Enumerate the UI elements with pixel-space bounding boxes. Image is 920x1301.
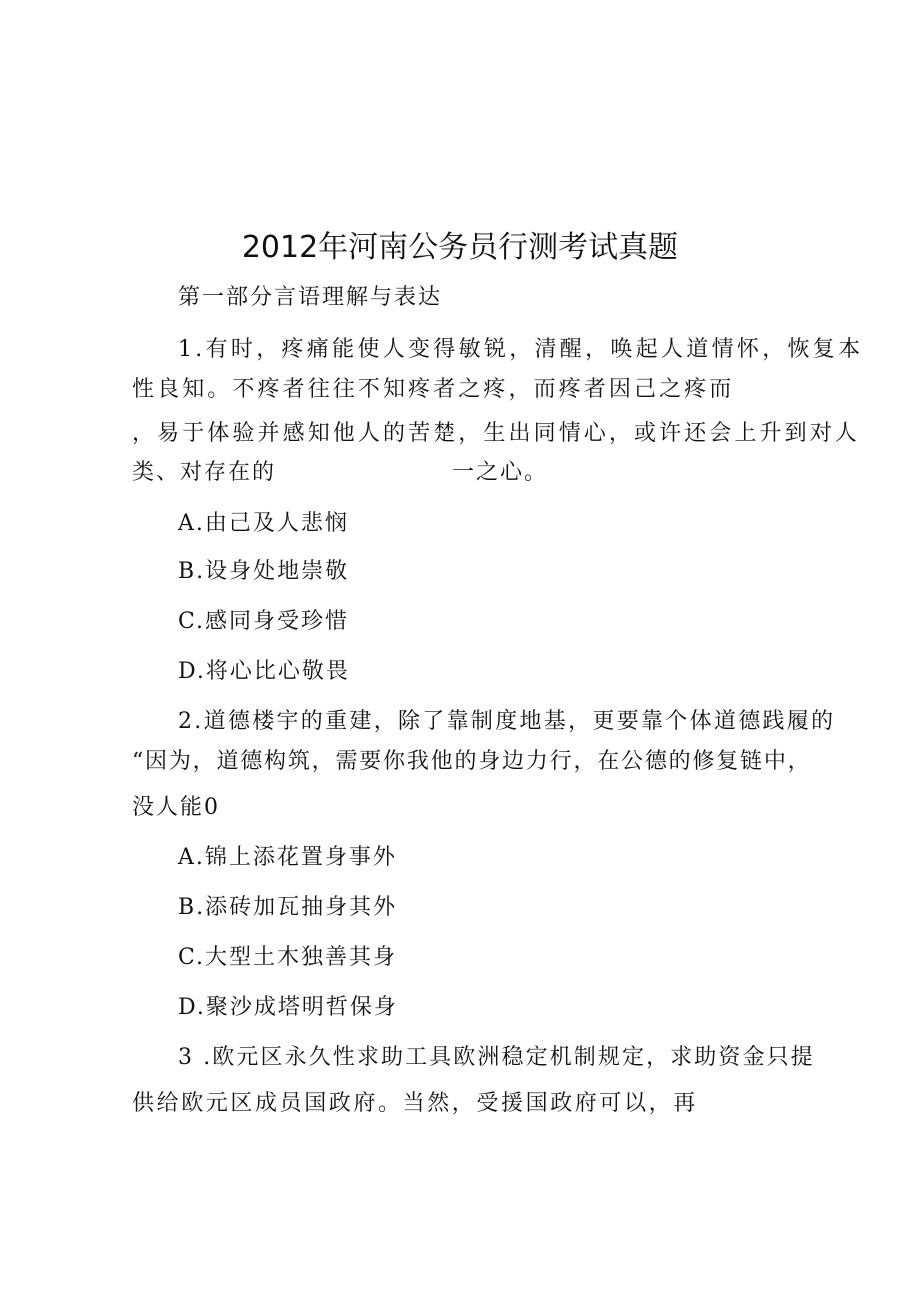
question-1-line-3: ，易于体验并感知他人的苦楚，生出同情心，或许还会上升到对人 [132,421,860,446]
question-3-line-1: 3 .欧元区永久性求助工具欧洲稳定机制规定，求助资金只提 [178,1045,815,1070]
question-1-line-1: 1.有时，疼痛能使人变得敏锐，清醒，唤起人道情怀，恢复本 [178,337,864,362]
question-3-line-2: 供给欧元区成员国政府。当然，受援国政府可以，再 [132,1091,698,1116]
question-1-option-b: B.设身处地崇敬 [178,559,350,584]
question-2-line-1: 2.道德楼宇的重建，除了靠制度地基，更要靠个体道德践履的 [178,709,836,734]
section-heading: 第一部分言语理解与表达 [178,285,443,310]
question-1-option-d: D.将心比心敬畏 [178,659,350,684]
question-2-option-d: D.聚沙成塔明哲保身 [178,995,398,1020]
document-title: 2012年河南公务员行测考试真题 [241,230,679,265]
question-1-option-c: C.感同身受珍惜 [178,609,350,634]
question-1-line-4: 类、对存在的 [132,460,277,485]
question-2-option-a: A.锦上添花置身事外 [178,845,397,870]
question-1-line-2: 性良知。不疼者往往不知疼者之疼，而疼者因己之疼而 [132,377,735,402]
question-1-line-4-tail: 一之心。 [452,460,549,485]
question-2-line-2: “因为，道德构筑，需要你我他的身边力行，在公德的修复链中， [132,749,812,774]
question-2-option-c: C.大型土木独善其身 [178,945,398,970]
question-2-option-b: B.添砖加瓦抽身其外 [178,895,398,920]
question-1-option-a: A.由己及人悲悯 [178,511,349,536]
question-2-line-3: 没人能0 [132,795,220,820]
